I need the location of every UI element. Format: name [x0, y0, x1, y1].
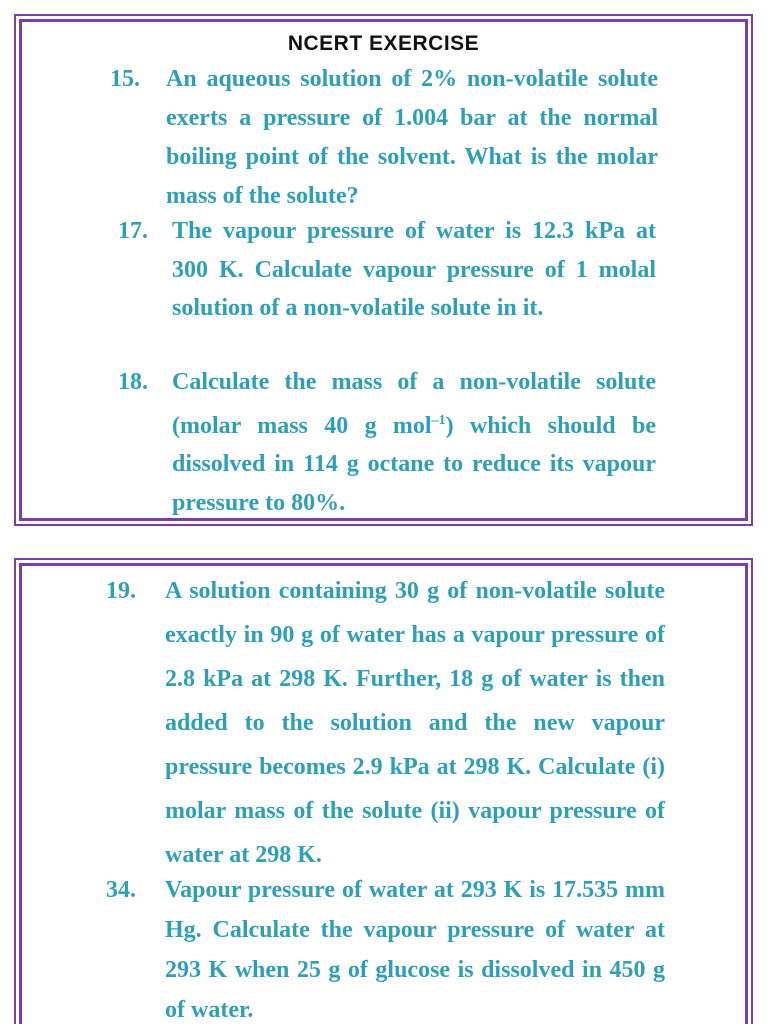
question-text: The vapour pressure of water is 12.3 kPa at 300 K. Calculate vapour pressure of 1 molal solution of a non-volatile solute in it. — [172, 218, 656, 321]
question-text: An aqueous solution of 2% non-volatile solute exerts a pressure of 1.004 bar at the normal boiling point of the solvent. What is the molar mass of the solute? — [166, 66, 658, 209]
question-number: 17. — [118, 218, 148, 244]
question-number: 34. — [106, 877, 136, 903]
question-text: Vapour pressure of water at 293 K is 17.535 mm Hg. Calculate the vapour pressure of water at 293 K when 25 g of glucose is dissolved in 450 g of water. — [165, 877, 665, 1023]
superscript: –1 — [431, 412, 446, 428]
question-number: 18. — [118, 369, 148, 395]
exercise-panel-bottom — [19, 563, 748, 1024]
question-text — [172, 363, 656, 522]
question-text-part: ) which should be dissolved in 114 g octane to reduce its vapour pressure to 80%. — [172, 412, 656, 516]
question-number: 15. — [110, 66, 140, 92]
question-text: A solution containing 30 g of non-volatile solute exactly in 90 g of water has a vapour pressure of 2.8 kPa at 298 K. Further, 18 g of water is then added to the solution and the new vapour pressure becomes 2.9 kPa at 298 K. Calculate (i) molar mass of the solute (ii) vapour pressure of water at 298 K. — [165, 578, 665, 868]
question-text-part: Calculate the mass of a non-volatile solute (molar mass 40 g mol — [172, 369, 656, 439]
page-title: NCERT EXERCISE — [287, 32, 480, 55]
exercise-panel-top — [19, 19, 748, 521]
question-number: 19. — [106, 578, 136, 604]
